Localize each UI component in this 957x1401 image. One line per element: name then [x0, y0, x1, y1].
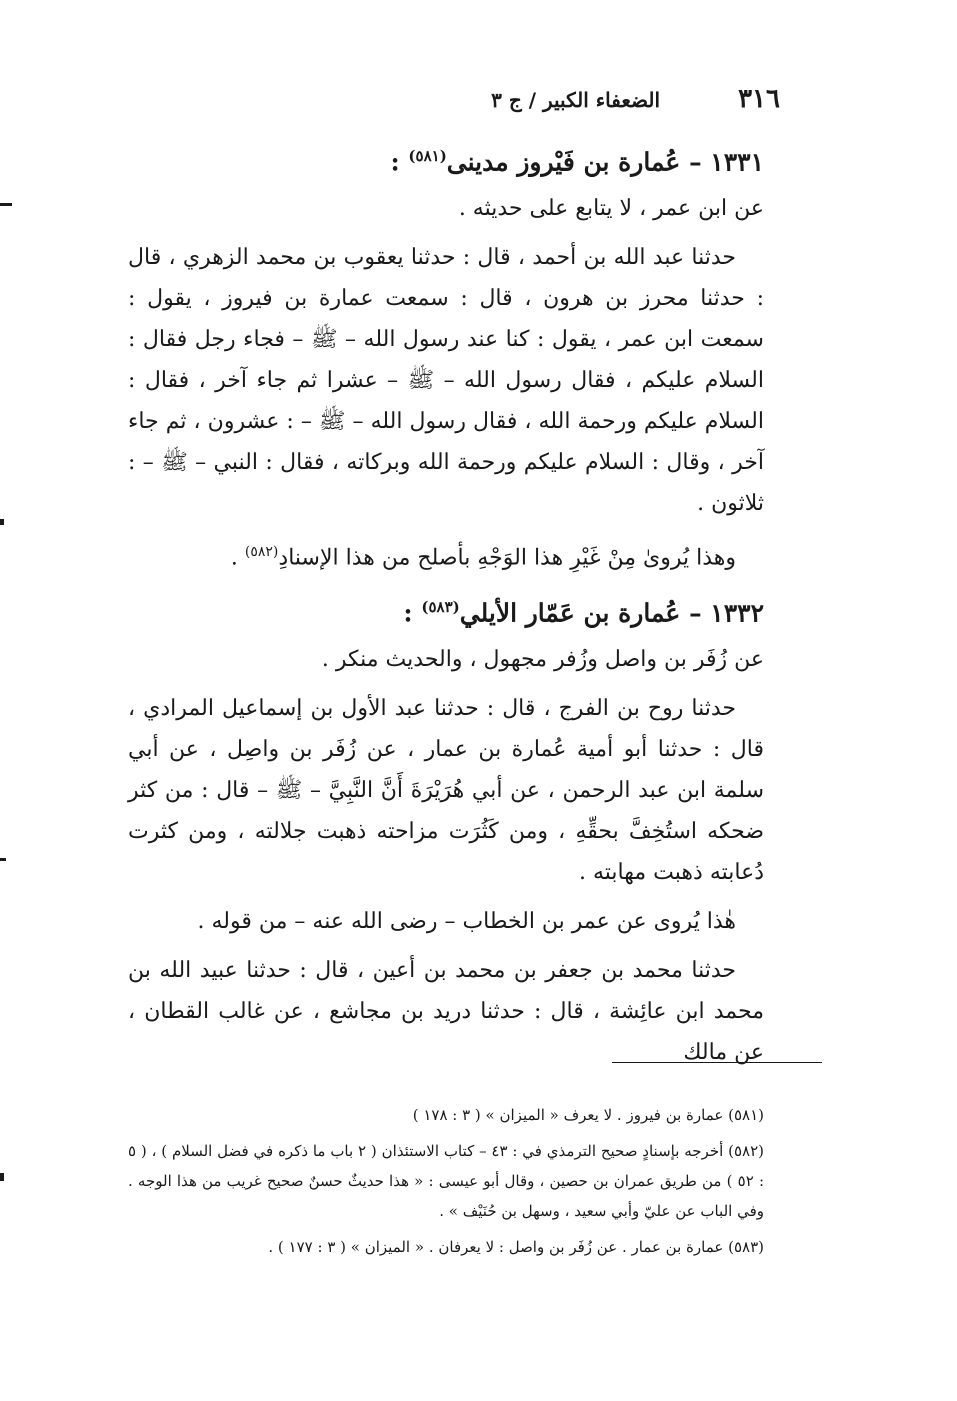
heading-colon: :	[390, 147, 400, 177]
entry-number: ١٣٣٢	[710, 597, 764, 627]
footnote-separator	[612, 1062, 822, 1063]
heading-colon: :	[403, 597, 413, 627]
entry-heading	[128, 587, 764, 633]
heading-dash: –	[689, 147, 702, 177]
paragraph-text: وهذا يُروىٰ مِنْ غَيْرِ هذا الوَجْهِ بأصلح من هذا الإسنادِ	[278, 545, 736, 571]
footnotes	[128, 1100, 764, 1268]
paragraph-end: .	[230, 545, 245, 571]
margin-mark	[0, 519, 4, 525]
entry-heading	[128, 136, 764, 182]
entry-name: عُمارة بن فَيْروز مدينى	[446, 147, 681, 177]
heading-dash: –	[689, 597, 702, 627]
entry-paragraph: حدثنا روح بن الفرج ، قال : حدثنا عبد الأول بن إسماعيل المرادي ، قال : حدثنا أبو أمية عُمارة بن عمار ، عن زُفَر بن واصِل ، عن أبي سلمة ابن عبد الرحمن ، عن أبي هُرَيْرَةَ أَنَّ النَّبِيَّ – ﷺ – قال : من كثر ضحكه استُخِفَّ بحقِّهِ ، ومن كَثُرَت مزاحته ذهبت جلالته ، ومن كثرت دُعابته ذهبت مهابته .	[128, 695, 764, 885]
entry-paragraph	[128, 532, 764, 578]
footnote-ref: (٥٨٢)	[244, 544, 279, 561]
entry-paragraph: هٰذا يُروى عن عمر بن الخطاب – رضى الله عنه – من قوله .	[197, 908, 736, 934]
entry-number: ١٣٣١	[710, 147, 764, 177]
margin-mark	[0, 1173, 4, 1181]
footnote-ref: (٥٨٣)	[421, 597, 460, 616]
entry-paragraph: عن زُفَر بن واصل وزُفر مجهول ، والحديث منكر .	[321, 646, 764, 672]
main-text	[128, 136, 764, 1081]
footnote: (٥٨٢) أخرجه بإسنادٍ صحيح الترمذي في : ٤٣ – كتاب الاستئذان ( ٢ باب ما ذكره في فضل السلام ) ، ( ٥ : ٥٢ ) من طريق عمران بن حصين ، وقال أبو عيسى : « هذا حديثٌ حسنٌ صحيح غريب من هذا الوجه . وفي الباب عن عليّ وأبي سعيد ، وسهل بن حُنَيْف » .	[128, 1142, 764, 1220]
margin-mark	[0, 858, 6, 861]
entry-paragraph: حدثنا عبد الله بن أحمد ، قال : حدثنا يعقوب بن محمد الزهري ، قال : حدثنا محرز بن هرون ، قال : سمعت عمارة بن فيروز ، يقول : سمعت ابن عمر ، يقول : كنا عند رسول الله – ﷺ – فجاء رجل فقال : السلام عليكم ، فقال رسول الله – ﷺ – عشرا ثم جاء آخر ، فقال : السلام عليكم ورحمة الله ، فقال رسول الله – ﷺ – : عشرون ، ثم جاء آخر ، وقال : السلام عليكم ورحمة الله وبركاته ، فقال : النبي – ﷺ – : ثلاثون .	[128, 245, 764, 517]
entry-paragraph: حدثنا محمد بن جعفر بن محمد بن أعين ، قال : حدثنا عبيد الله بن محمد ابن عائِشة ، قال : حدثنا دريد بن مجاشع ، عن غالب القطان ، عن مالك	[128, 957, 764, 1065]
entry-paragraph: عن ابن عمر ، لا يتابع على حديثه .	[458, 196, 764, 222]
footnote: (٥٨٣) عمارة بن عمار . عن زُفَر بن واصل : لا يعرفان . « الميزان » ( ٣ : ١٧٧ ) .	[268, 1238, 764, 1256]
entry-name: عُمارة بن عَمّار الأيلي	[459, 597, 681, 627]
margin-mark	[0, 203, 12, 206]
footnote-ref: (٥٨١)	[408, 147, 447, 165]
running-title: الضعفاء الكبير / ج ٣	[491, 88, 660, 112]
footnote: (٥٨١) عمارة بن فيروز . لا يعرف « الميزان » ( ٣ : ١٧٨ )	[412, 1106, 764, 1124]
page-number: ٣١٦	[738, 84, 780, 114]
page-header	[380, 84, 780, 120]
